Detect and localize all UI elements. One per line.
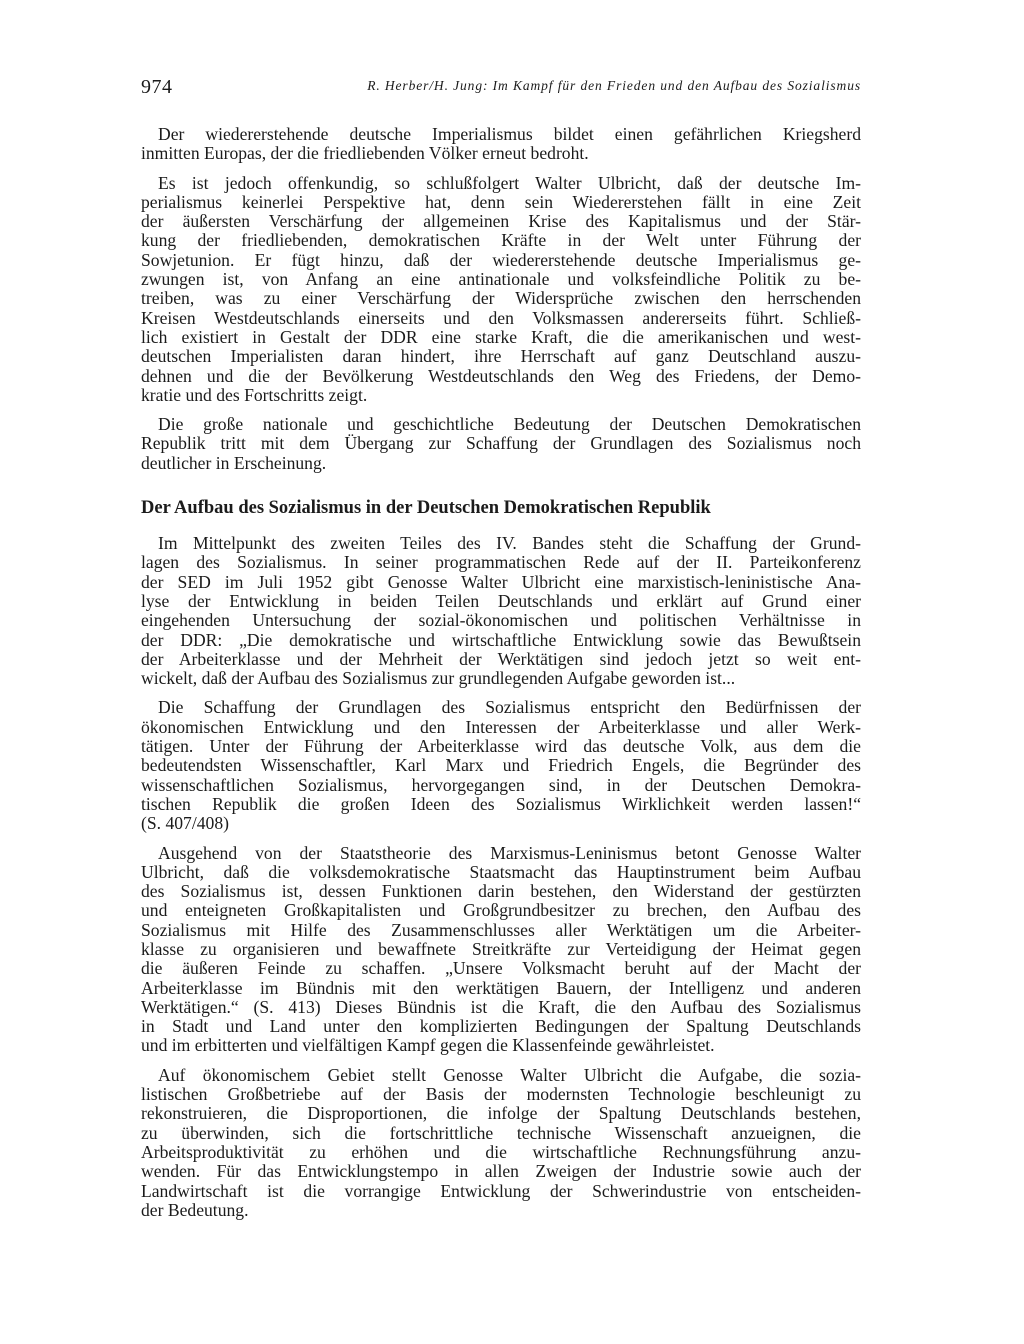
text-line: Arbeiterklasse im Bündnis mit den werktätigen Bauern, der Intelligenz und anderen <box>141 977 861 998</box>
paragraph <box>141 534 861 688</box>
text-line: Auf ökonomischem Gebiet stellt Genosse Walter Ulbricht die Aufgabe, die sozia- <box>158 1064 861 1085</box>
text-line: klasse zu organisieren und bewaffnete Streitkräfte zur Verteidigung der Heimat gegen <box>141 938 861 959</box>
text-line: und enteigneten Großkapitalisten und Großgrundbesitzer zu brechen, den Aufbau des <box>141 900 861 921</box>
text-line: kung der friedliebenden, demokratischen Kräfte in der Welt unter Führung der <box>141 230 861 251</box>
text-line: treiben, was zu einer Verschärfung der Widersprüche zwischen den herrschenden <box>141 288 861 309</box>
paragraph <box>141 174 861 406</box>
text-line: in Stadt und Land unter den komplizierten Bedingungen der Spaltung Deutschlands <box>141 1016 861 1037</box>
text-line: Im Mittelpunkt des zweiten Teiles des IV. Bandes steht die Schaffung der Grund- <box>158 533 861 554</box>
text-line: Sozialismus mit Hilfe des Zusammenschlusses aller Werktätigen um die Arbeiter- <box>141 919 861 940</box>
text-line: Werktätigen.“ (S. 413) Dieses Bündnis ist die Kraft, die den Aufbau des Sozialismus <box>141 996 861 1017</box>
text-line: lagen des Sozialismus. In seiner programmatischen Rede auf der II. Parteikonferenz <box>141 552 861 573</box>
text-line: ökonomischen Entwicklung und den Interessen der Arbeiterklasse und aller Werk- <box>141 716 861 737</box>
text-line: der SED im Juli 1952 gibt Genosse Walter Ulbricht eine marxistisch-leninistische Ana- <box>141 571 861 592</box>
text-line: Sowjetunion. Er fügt hinzu, daß der wiedererstehende deutsche Imperialismus ge- <box>141 249 861 270</box>
text-line: tischen Republik die großen Ideen des Sozialismus Wirklichkeit werden lassen!“ <box>141 793 861 814</box>
intro-section <box>141 125 861 473</box>
text-line: der DDR: „Die demokratische und wirtschaftliche Entwicklung sowie das Bewußtsein <box>141 629 861 650</box>
text-line: tätigen. Unter der Führung der Arbeiterklasse wird das deutsche Volk, aus dem die <box>141 736 861 757</box>
text-line: bedeutendsten Wissenschaftler, Karl Marx und Friedrich Engels, die Begründer des <box>141 755 861 776</box>
text-line: Die Schaffung der Grundlagen des Sozialismus entspricht den Bedürfnissen der <box>158 697 861 718</box>
text-line: kratie und des Fortschritts zeigt. <box>141 384 368 405</box>
text-line: listischen Großbetriebe auf der Basis der modernsten Technologie beschleunigt zu <box>141 1084 861 1105</box>
text-line: deutschen Imperialisten daran hindert, ihre Herrschaft auf ganz Deutschland auszu- <box>141 346 861 367</box>
paragraph <box>141 844 861 1056</box>
text-line: Arbeitsproduktivität zu erhöhen und die wirtschaftliche Rechnungsführung anzu- <box>141 1141 861 1162</box>
section-heading: Der Aufbau des Sozialismus in der Deutschen Demokratischen Republik <box>141 498 711 519</box>
text-line: inmitten Europas, der die friedliebenden Völker erneut bedroht. <box>141 143 589 164</box>
text-line: der Arbeiterklasse und der Mehrheit der Werktätigen sind jedoch jetzt so weit ent- <box>141 648 861 669</box>
text-line: Republik tritt mit dem Übergang zur Schaffung der Grundlagen des Sozialismus noch <box>141 433 861 454</box>
text-line: dehnen und die der Bevölkerung Westdeutschlands den Weg des Friedens, der Demo- <box>141 365 861 386</box>
socialism-section <box>141 534 861 1220</box>
running-head: R. Herber/H. Jung: Im Kampf für den Frieden und den Aufbau des Sozialismus <box>367 78 861 93</box>
paragraph <box>141 125 861 164</box>
text-line: Landwirtschaft ist die vorrangige Entwicklung der Schwerindustrie von entscheiden- <box>141 1180 861 1201</box>
text-line: Ausgehend von der Staatstheorie des Marxismus-Leninismus betont Genosse Walter <box>158 842 861 863</box>
page-number: 974 <box>141 76 173 98</box>
text-line: Ulbricht, daß die volksdemokratische Staatsmacht das Hauptinstrument beim Aufbau <box>141 861 861 882</box>
text-line: perialismus keinerlei Perspektive hat, denn sein Wiedererstehen fällt in eine Zeit <box>141 191 861 212</box>
page-header <box>141 76 861 104</box>
text-line: des Sozialismus ist, dessen Funktionen darin bestehen, den Widerstand der gestürzten <box>141 881 861 902</box>
text-line: der äußersten Verschärfung der allgemeinen Krise des Kapitalismus und der Stär- <box>141 211 861 232</box>
text-line: eingehenden Untersuchung der sozial-ökonomischen und politischen Verhältnisse in <box>141 610 861 631</box>
text-line: rekonstruieren, die Disproportionen, die infolge der Spaltung Deutschlands bestehen, <box>141 1103 861 1124</box>
paragraph <box>141 1066 861 1220</box>
text-line: die äußeren Feinde zu schaffen. „Unsere Volksmacht beruht auf der Macht der <box>141 958 861 979</box>
text-line: Der wiedererstehende deutsche Imperialismus bildet einen gefährlichen Kriegsherd <box>158 124 861 144</box>
text-line: wissenschaftlichen Sozialismus, hervorgegangen sind, in der Deutschen Demokra- <box>141 774 861 795</box>
text-line: Kreisen Westdeutschlands einerseits und den Volksmassen andererseits führt. Schließ- <box>141 307 861 328</box>
text-line: und im erbitterten und vielfältigen Kampf gegen die Klassenfeinde gewährleistet. <box>141 1035 715 1056</box>
text-line: (S. 407/408) <box>141 813 229 834</box>
text-line: Es ist jedoch offenkundig, so schlußfolgert Walter Ulbricht, daß der deutsche Im- <box>158 172 861 193</box>
text-line: zwungen ist, von Anfang an eine antinationale und volksfeindliche Politik zu be- <box>141 269 861 290</box>
text-line: zu überwinden, sich die fortschrittliche technische Wissenschaft anzueignen, die <box>141 1122 861 1143</box>
text-line: deutlicher in Erscheinung. <box>141 452 327 473</box>
text-line: lyse der Entwicklung in beiden Teilen Deutschlands und erklärt auf Grund einer <box>141 590 861 611</box>
paragraph <box>141 698 861 833</box>
text-line: wenden. Für das Entwicklungstempo in allen Zweigen der Industrie sowie auch der <box>141 1161 861 1182</box>
text-line: Die große nationale und geschichtliche Bedeutung der Deutschen Demokratischen <box>158 414 861 435</box>
paragraph <box>141 415 861 473</box>
text-line: wickelt, daß der Aufbau des Sozialismus zur grundlegenden Aufgabe geworden ist... <box>141 668 736 689</box>
body-text <box>141 125 861 1230</box>
text-line: der Bedeutung. <box>141 1199 249 1220</box>
text-line: lich existiert in Gestalt der DDR eine starke Kraft, die die amerikanischen und west- <box>141 326 861 347</box>
